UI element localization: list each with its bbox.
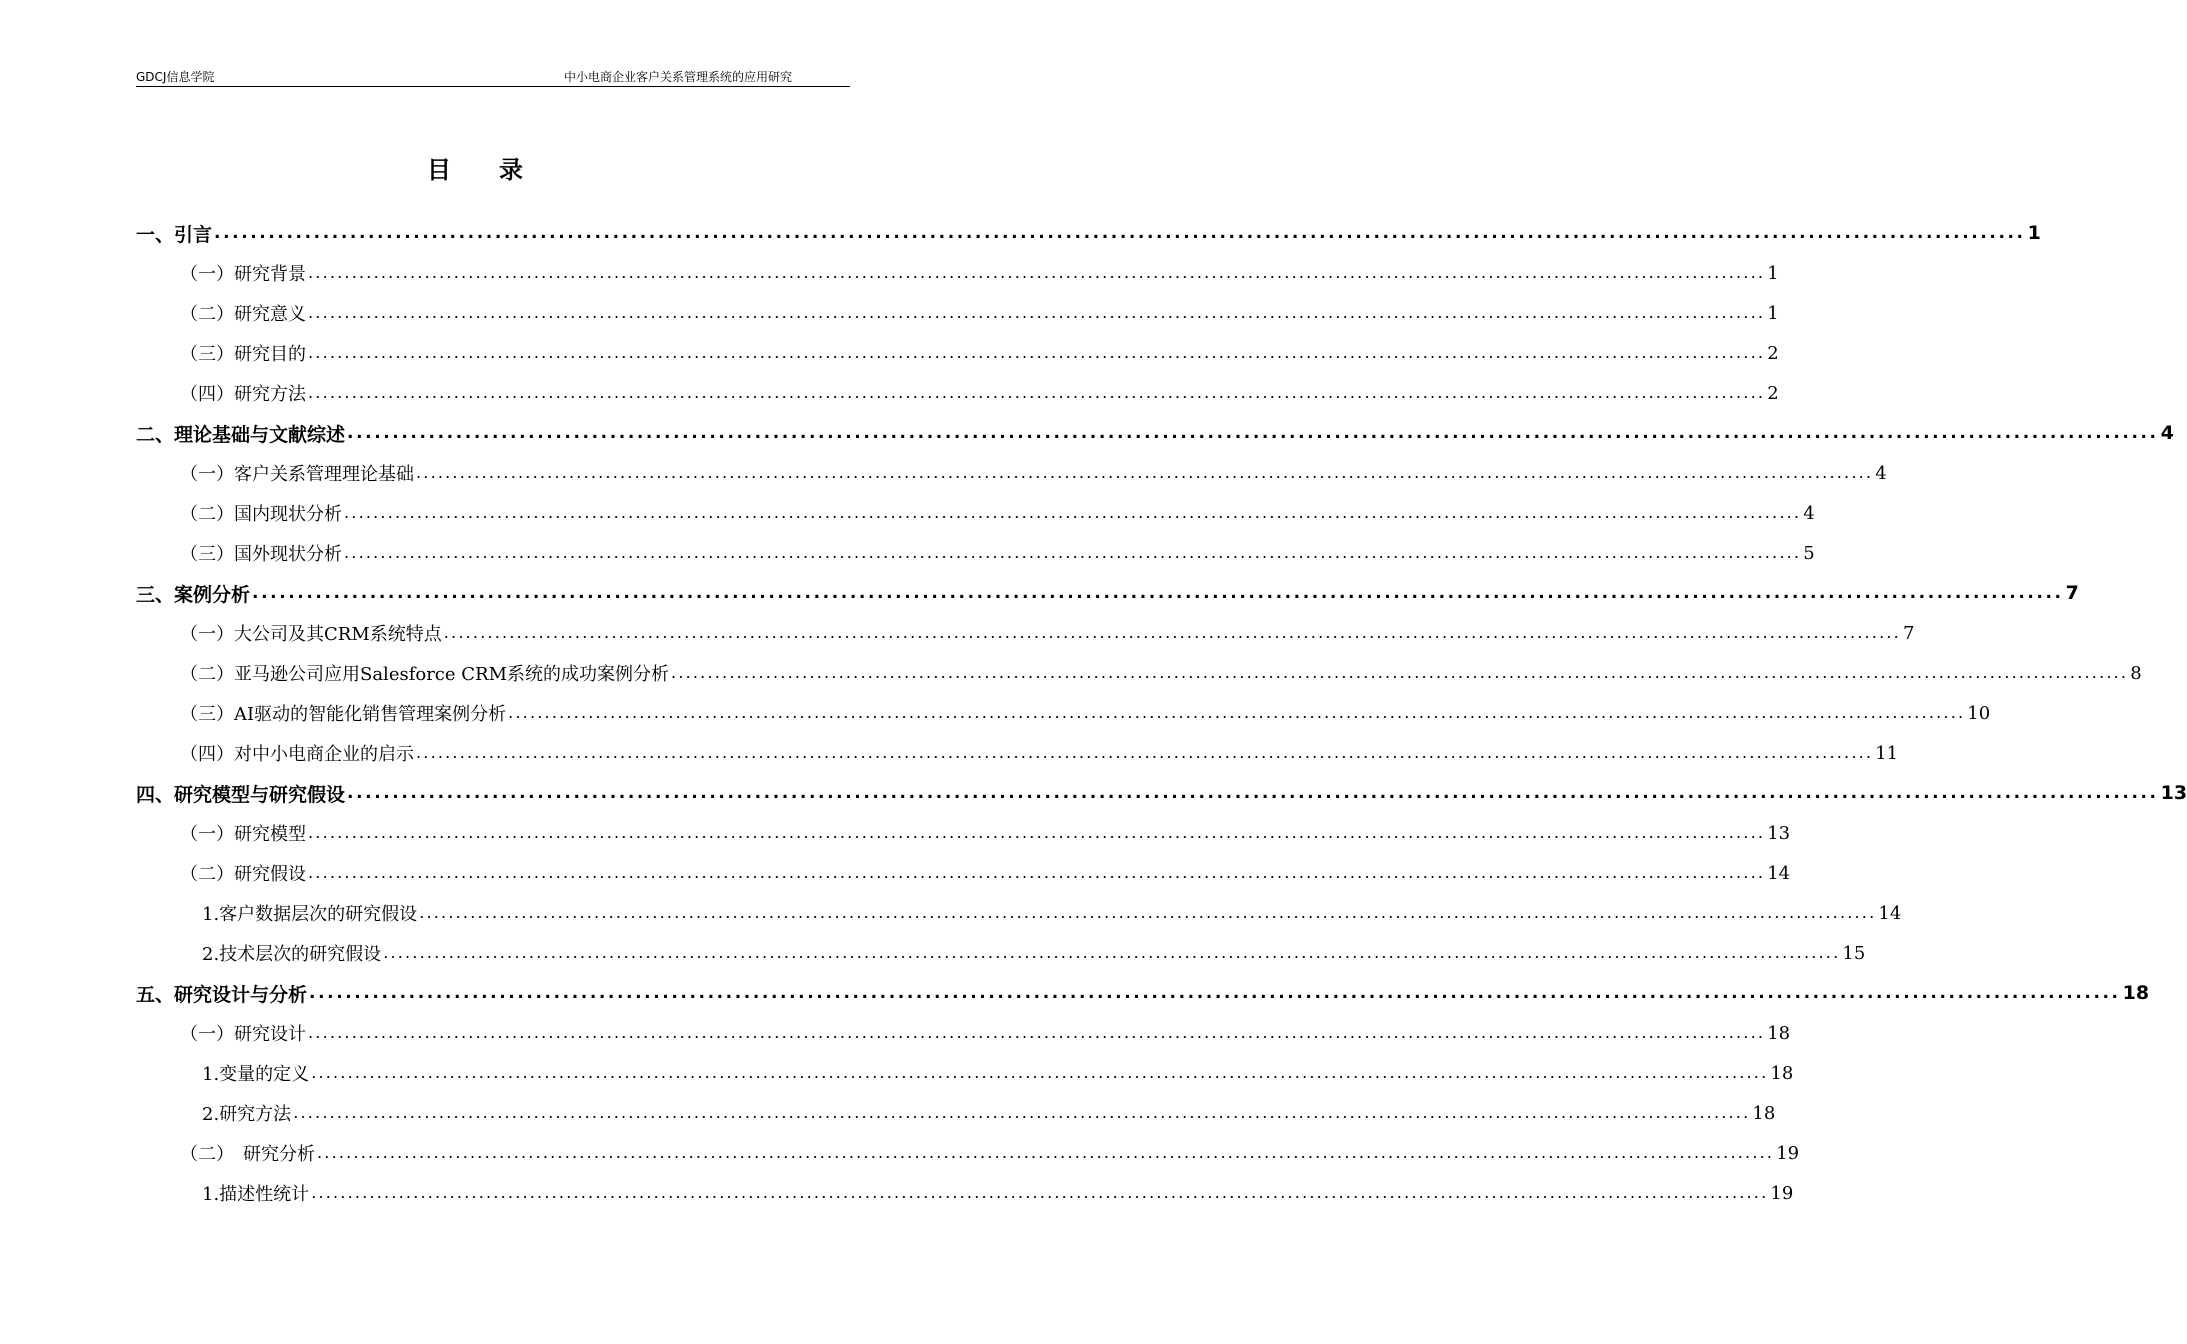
toc-leader-dots: ........................................................................................................................................................................................................ [308,343,1766,362]
toc-entry[interactable] [136,413,2174,453]
toc-page-number: 18 [2122,982,2150,1004]
toc-page-number: 18 [1770,1062,1794,1084]
toc-entry-label: 四、研究模型与研究假设 [136,783,346,806]
toc-entry-label: 五、研究设计与分析 [136,983,308,1006]
toc-entry[interactable] [136,1093,1776,1133]
toc-entry[interactable] [136,293,1779,333]
toc-leader-dots: ........................................................................................................................................................................................................ [308,823,1766,842]
page-header [136,66,850,87]
toc-entry-label: 1.变量的定义 [202,1064,310,1085]
toc-leader-dots: ........................................................................................................................................................................................................ [508,703,1966,722]
toc-page-number: 7 [1902,622,1915,644]
toc-leader-dots: ........................................................................................................................................................................................................ [214,222,2026,243]
toc-entry-label: （三）国外现状分析 [180,544,342,565]
toc-entry-label: （一）研究设计 [180,1024,306,1045]
toc-entry[interactable] [136,693,1991,733]
toc-entry[interactable] [136,253,1779,293]
toc-entry[interactable] [136,653,2142,693]
toc-leader-dots: ........................................................................................................................................................................................................ [671,663,2129,682]
toc-entry-label: 1.客户数据层次的研究假设 [202,904,418,925]
toc-page-number: 4 [1803,502,1815,524]
toc-leader-dots: ........................................................................................................................................................................................................ [344,543,1802,562]
toc-leader-dots: ........................................................................................................................................................................................................ [317,1143,1775,1162]
toc-entry[interactable] [136,893,1902,933]
toc-entry-label: 1.描述性统计 [202,1184,310,1205]
toc-entry-label: 2.技术层次的研究假设 [202,944,382,965]
toc-page-number: 5 [1803,542,1815,564]
toc-entry-label: 2.研究方法 [202,1104,292,1125]
toc-leader-dots: ........................................................................................................................................................................................................ [416,743,1874,762]
toc-entry[interactable] [136,573,2079,613]
toc-page-number: 19 [1770,1182,1794,1204]
toc-leader-dots: ........................................................................................................................................................................................................ [344,503,1802,522]
toc-leader-dots: ........................................................................................................................................................................................................ [347,422,2159,443]
toc-page-number: 4 [2160,422,2174,444]
toc-entry-label: （二）亚马逊公司应用Salesforce CRM系统的成功案例分析 [180,664,670,685]
toc-entry[interactable] [136,933,1866,973]
toc-entry-label: （四）研究方法 [180,384,306,405]
toc-leader-dots: ........................................................................................................................................................................................................ [308,303,1766,322]
toc-entry-label: （一）大公司及其CRM系统特点 [180,624,442,645]
toc-page-number: 15 [1842,942,1866,964]
toc-entry-label: （三）AI驱动的智能化销售管理案例分析 [180,704,507,725]
toc-page-number: 13 [1767,822,1791,844]
toc-entry[interactable] [136,1133,1800,1173]
toc-entry-label: （三）研究目的 [180,344,306,365]
toc-entry[interactable] [136,813,1791,853]
toc-entry-label: （二） 研究分析 [180,1144,315,1165]
toc-page-number: 2 [1767,342,1779,364]
table-of-contents [136,213,2187,1213]
toc-leader-dots: ........................................................................................................................................................................................................ [308,1023,1766,1042]
toc-entry[interactable] [136,1013,1791,1053]
toc-leader-dots: ........................................................................................................................................................................................................ [347,782,2159,803]
toc-leader-dots: ........................................................................................................................................................................................................ [383,943,1841,962]
header-left-institution: GDCJ信息学院 [136,70,215,84]
toc-leader-dots: ........................................................................................................................................................................................................ [419,903,1877,922]
header-right-thesis-title: 中小电商企业客户关系管理系统的应用研究 [563,70,792,84]
toc-entry[interactable] [136,213,2041,253]
toc-entry[interactable] [136,373,1779,413]
toc-page-number: 14 [1767,862,1791,884]
toc-entry[interactable] [136,613,1915,653]
toc-entry[interactable] [136,453,1887,493]
toc-page-number: 18 [1767,1022,1791,1044]
toc-leader-dots: ........................................................................................................................................................................................................ [308,383,1766,402]
toc-leader-dots: ........................................................................................................................................................................................................ [309,982,2121,1003]
toc-page-number: 11 [1875,742,1899,764]
toc-title: 目 录 [427,156,523,184]
toc-page-number: 2 [1767,382,1779,404]
toc-page-number: 1 [1767,302,1779,324]
toc-entry-label: （一）客户关系管理理论基础 [180,464,414,485]
toc-page-number: 10 [1967,702,1991,724]
toc-entry-label: （二）研究假设 [180,864,306,885]
toc-entry-label: （二）国内现状分析 [180,504,342,525]
toc-page-number: 19 [1776,1142,1800,1164]
toc-page-number: 1 [1767,262,1779,284]
toc-page-number: 18 [1752,1102,1776,1124]
toc-leader-dots: ........................................................................................................................................................................................................ [308,863,1766,882]
toc-entry-label: （二）研究意义 [180,304,306,325]
toc-leader-dots: ........................................................................................................................................................................................................ [311,1183,1769,1202]
toc-entry[interactable] [136,333,1779,373]
toc-leader-dots: ........................................................................................................................................................................................................ [311,1063,1769,1082]
toc-page-number: 8 [2130,662,2142,684]
toc-entry[interactable] [136,733,1899,773]
toc-entry[interactable] [136,533,1815,573]
toc-page-number: 7 [2065,582,2079,604]
toc-leader-dots: ........................................................................................................................................................................................................ [308,263,1766,282]
toc-page-number: 13 [2160,782,2187,804]
toc-entry[interactable] [136,773,2187,813]
toc-entry-label: 二、理论基础与文献综述 [136,423,346,446]
toc-entry-label: （一）研究模型 [180,824,306,845]
toc-leader-dots: ........................................................................................................................................................................................................ [293,1103,1751,1122]
toc-leader-dots: ........................................................................................................................................................................................................ [416,463,1874,482]
toc-entry[interactable] [136,973,2150,1013]
toc-entry-label: 一、引言 [136,223,213,246]
toc-page-number: 14 [1878,902,1902,924]
toc-entry[interactable] [136,853,1791,893]
toc-entry-label: （四）对中小电商企业的启示 [180,744,414,765]
toc-entry[interactable] [136,1173,1794,1213]
toc-entry[interactable] [136,493,1815,533]
toc-leader-dots: ........................................................................................................................................................................................................ [252,582,2064,603]
toc-entry[interactable] [136,1053,1794,1093]
toc-entry-label: （一）研究背景 [180,264,306,285]
toc-page-number: 1 [2027,222,2041,244]
toc-entry-label: 三、案例分析 [136,583,251,606]
toc-leader-dots: ........................................................................................................................................................................................................ [443,623,1901,642]
toc-page-number: 4 [1875,462,1887,484]
